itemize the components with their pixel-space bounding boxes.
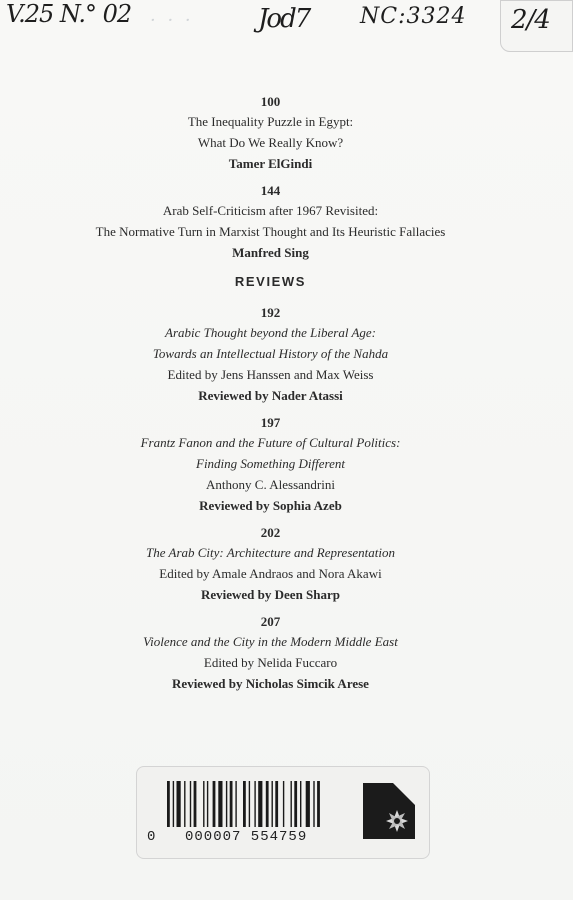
article-page-number: 144 (260, 183, 281, 198)
table-of-contents (0, 92, 541, 694)
nc-handwritten-note: NC:3324 (360, 4, 467, 29)
review-book-title-line: Frantz Fanon and the Future of Cultural Politics: (140, 435, 401, 450)
review-book-editors: Edited by Nelida Fuccaro (203, 655, 338, 670)
library-seal-icon (363, 783, 415, 839)
review-book-editors: Edited by Jens Hanssen and Max Weiss (167, 367, 374, 382)
barcode-number: 000007 554759 (185, 829, 308, 845)
article-title-line: What Do We Really Know? (197, 135, 344, 150)
article-author: Manfred Sing (232, 245, 309, 260)
review-page-number: 192 (260, 305, 281, 320)
reviewer-name: Reviewed by Nicholas Simcik Arese (172, 676, 369, 691)
reviewer-name: Reviewed by Nader Atassi (198, 388, 343, 403)
review-entry-3 (0, 523, 541, 605)
reviewer-name: Reviewed by Sophia Azeb (199, 498, 342, 513)
corner-tag-label: 2/4 (511, 5, 550, 35)
review-page-number: 197 (260, 415, 281, 430)
review-book-editors: Edited by Amale Andraos and Nora Akawi (159, 566, 382, 581)
reviewer-name: Reviewed by Deen Sharp (200, 587, 341, 602)
review-entry-1 (0, 303, 541, 406)
review-book-title-line: Violence and the City in the Modern Middle East (143, 634, 398, 649)
corner-tag (500, 0, 573, 52)
barcode-lead-digit: 0 (147, 829, 156, 845)
review-entry-4 (0, 612, 541, 694)
article-entry-1 (0, 92, 541, 174)
article-page-number: 100 (260, 94, 281, 109)
reviews-heading: REVIEWS (234, 274, 307, 289)
article-title-line: The Normative Turn in Marxist Thought and Its Heuristic Fallacies (95, 224, 446, 239)
review-book-title-line: Finding Something Different (196, 456, 345, 471)
review-page-number: 207 (260, 614, 281, 629)
handwritten-signature: Jod7 (258, 4, 310, 34)
review-page-number: 202 (260, 525, 281, 540)
article-title-line: The Inequality Puzzle in Egypt: (187, 114, 354, 129)
review-entry-2 (0, 413, 541, 516)
volume-handwritten-note: V.25 N.° 02 (6, 0, 132, 28)
review-book-editors: Anthony C. Alessandrini (206, 477, 335, 492)
article-author: Tamer ElGindi (228, 156, 313, 171)
article-entry-2 (0, 181, 541, 263)
article-title-line: Arab Self-Criticism after 1967 Revisited: (162, 203, 379, 218)
review-book-title-line: The Arab City: Architecture and Representation (145, 545, 395, 560)
faint-bleedthrough: · · · (150, 10, 194, 31)
review-book-title-line: Arabic Thought beyond the Liberal Age: (165, 325, 376, 340)
review-book-title-line: Towards an Intellectual History of the Nahda (152, 346, 389, 361)
barcode-sticker (136, 766, 430, 859)
barcode-icon (165, 781, 385, 833)
